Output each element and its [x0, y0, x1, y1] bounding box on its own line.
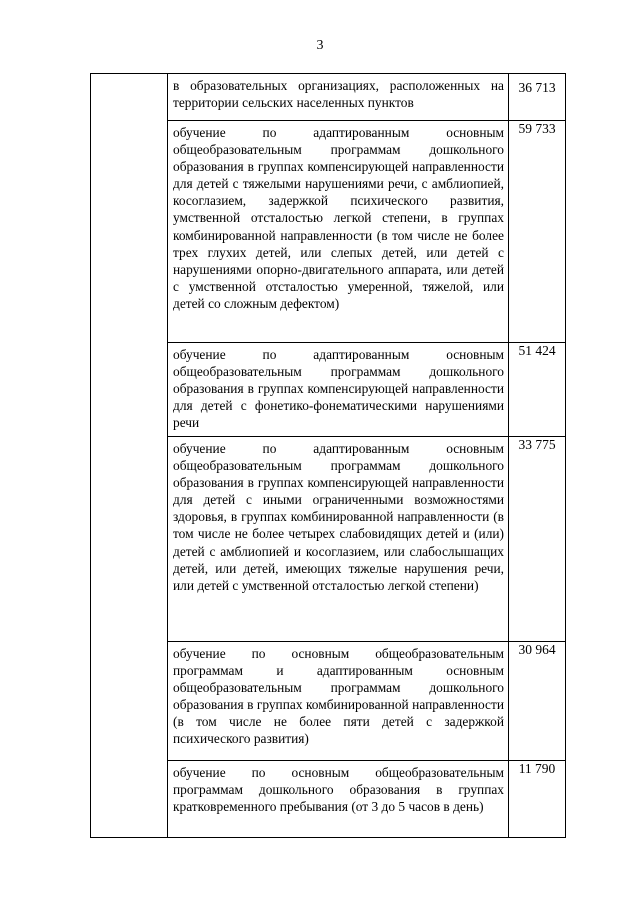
- value-cell: 33 775: [509, 437, 566, 642]
- value-cell: 59 733: [509, 121, 566, 343]
- page-number: 3: [316, 38, 324, 53]
- description-cell: [168, 642, 509, 761]
- row-description: обучение по адаптированным основным общеобразовательным программам дошкольного образования в группах компенсирующей направленности для детей с фонетико-фонематическими нарушениями речи: [173, 347, 504, 431]
- row-description: обучение по адаптированным основным общеобразовательным программам дошкольного образования в группах компенсирующей направленности для детей с иными ограниченными возможностями здоровья, в группах комбинированной направленности (в том числе не более четырех слабовидящих детей и (или) детей с амблиопией и косоглазием, или слабослышащих детей, или детей, имеющих тяжелые нарушения речи, или детей с умственной отсталостью легкой степени): [173, 441, 504, 593]
- value-cell: 36 713: [509, 74, 566, 121]
- empty-first-column-cell: [91, 74, 168, 838]
- row-description: обучение по основным общеобразовательным программам дошкольного образования в группах кратковременного пребывания (от 3 до 5 часов в день): [173, 765, 504, 815]
- value-cell: 30 964: [509, 642, 566, 761]
- row-description: обучение по адаптированным основным общеобразовательным программам дошкольного образования в группах компенсирующей направленности для детей с тяжелыми нарушениями речи, с амблиопией, косоглазием, задержкой психического развития, умственной отсталостью легкой степени, в группах комбинированной направленности (в том числе не более трех глухих детей, или слепых детей, или детей с нарушениями опорно-двигательного аппарата, или детей с умственной отсталостью умеренной, тяжелой, или детей со сложным дефектом): [173, 125, 504, 311]
- description-cell: [168, 761, 509, 838]
- row-description: в образовательных организациях, расположенных на территории сельских населенных пунктов: [173, 78, 504, 111]
- description-cell: [168, 121, 509, 343]
- row-description: обучение по основным общеобразовательным программам и адаптированным основным общеобразовательным программам дошкольного образования в группах комбинированной направленности (в том числе не более пяти детей с задержкой психического развития): [173, 646, 504, 747]
- description-cell: [168, 437, 509, 642]
- value-cell: 11 790: [509, 761, 566, 838]
- document-table: [90, 73, 566, 838]
- description-cell: [168, 74, 509, 121]
- value-cell: 51 424: [509, 343, 566, 437]
- table-row: [91, 74, 566, 121]
- description-cell: [168, 343, 509, 437]
